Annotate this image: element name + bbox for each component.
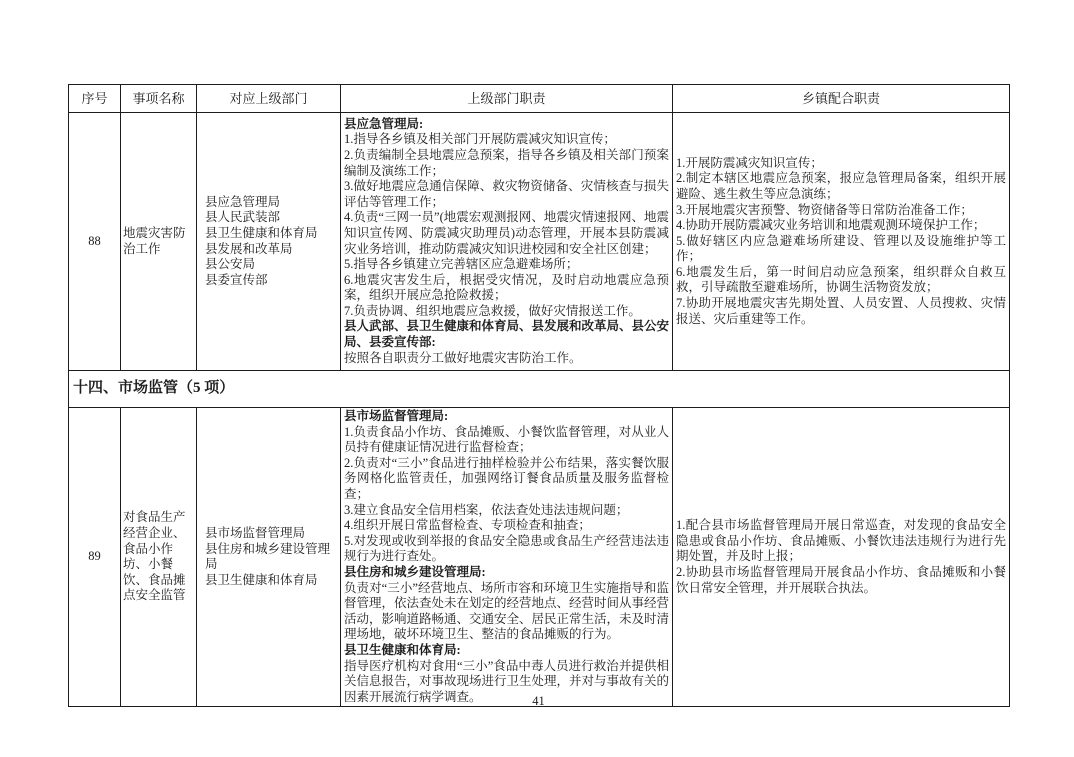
col-header-index: 序号	[69, 85, 121, 113]
township-duties-cell	[673, 408, 1010, 707]
township-duties-cell	[673, 113, 1010, 371]
row-index-cell: 88	[69, 113, 121, 371]
table-row	[69, 113, 1010, 371]
duty-table	[68, 84, 1010, 707]
text-line: 2.协助县市场监督管理局开展食品小作坊、食品摊贩和小餐饮日常安全管理，并开展联合执法。	[676, 564, 1006, 595]
col-header-item-name: 事项名称	[121, 85, 197, 113]
text-line: 县委宣传部	[205, 272, 268, 287]
text-line: 5.做好辖区内应急避难场所建设、管理以及设施维护等工作；	[676, 233, 1006, 264]
text-line: 县卫生健康和体育局	[205, 225, 318, 240]
text-line: 7.协助开展地震灾害先期处置、人员安置、人员搜救、灾情报送、灾后重建等工作。	[676, 296, 1006, 326]
text-line: 1.配合县市场监督管理局开展日常巡查，对发现的食品安全隐患或食品小作坊、食品摊贩、小餐饮违法违规行为进行先期处置，并及时上报；	[676, 518, 1006, 564]
text-line: 按照各自职责分工做好地震灾害防治工作。	[344, 350, 582, 365]
table-header-row	[69, 85, 1010, 113]
section-row	[69, 371, 1010, 408]
departments-cell	[197, 408, 341, 707]
text-line: 县卫生健康和体育局	[205, 572, 318, 587]
col-header-township-duties: 乡镇配合职责	[673, 85, 1010, 113]
text-line: 县人武部、县卫生健康和体育局、县发展和改革局、县公安局、县委宣传部:	[344, 319, 670, 350]
text-line: 1.负责食品小作坊、食品摊贩、小餐饮监督管理，对从业人员持有健康证情况进行监督检查；	[344, 424, 669, 455]
text-line: 指导医疗机构对食用“三小”食品中毒人员进行救治并提供相关信息报告，对事故现场进行卫生处理，并对与事故有关的因素开展流行病学调查。	[344, 658, 670, 704]
text-line: 县人民武装部	[205, 210, 281, 225]
superior-duties-cell	[341, 408, 673, 707]
row-index-cell: 89	[69, 408, 121, 707]
text-line: 2.制定本辖区地震应急预案，报应急管理局备案，组织开展避险、逃生救生等应急演练；	[676, 171, 1006, 201]
item-name-cell: 对食品生产经营企业、食品小作坊、小餐饮、食品摊点安全监管	[121, 408, 197, 707]
text-line: 7.负责协调、组织地震应急救援，做好灾情报送工作。	[344, 303, 641, 318]
text-line: 县发展和改革局	[205, 241, 293, 256]
text-line: 县卫生健康和体育局:	[344, 642, 461, 657]
text-line: 4.组织开展日常监督检查、专项检查和抽查；	[344, 518, 591, 533]
text-line: 3.开展地震灾害预警、物资储备等日常防治准备工作；	[676, 202, 973, 217]
text-line: 3.做好地震应急通信保障、救灾物资储备、灾情核查与损失评估等管理工作；	[344, 179, 669, 209]
text-line: 1.指导各乡镇及相关部门开展防震减灾知识宣传；	[344, 132, 616, 147]
text-line: 县市场监督管理局:	[344, 409, 449, 423]
text-line: 4.协助开展防震减灾业务培训和地震观测环境保护工作；	[676, 218, 986, 233]
text-line: 负责对“三小”经营地点、场所市容和环境卫生实施指导和监督管理，依法查处未在划定的经营地点、经营时间从事经营活动，影响道路畅通、交通安全、居民正常生活，未及时清理场地，破坏环境卫生、整洁的食品摊贩的行为。	[344, 580, 670, 642]
text-line: 2.负责对“三小”食品进行抽样检验并公布结果，落实餐饮服务网格化监管责任，加强网络订餐食品质量及服务监督检查；	[344, 455, 669, 501]
text-line: 6.地震灾害发生后，根据受灾情况，及时启动地震应急预案，组织开展应急抢险救援；	[344, 272, 669, 303]
text-line: 2.负责编制全县地震应急预案，指导各乡镇及相关部门预案编制及演练工作；	[344, 147, 669, 178]
item-name-cell: 地震灾害防治工作	[121, 113, 197, 371]
text-line: 县公安局	[205, 257, 256, 272]
text-line: 县应急管理局	[205, 194, 281, 209]
departments-cell	[197, 113, 341, 371]
text-line: 1.开展防震减灾知识宣传；	[676, 155, 823, 170]
col-header-superior-duties: 上级部门职责	[341, 85, 673, 113]
text-line: 县市场监督管理局	[205, 525, 306, 540]
section-title: 十四、市场监管（5 项）	[69, 371, 1010, 408]
text-line: 3.建立食品安全信用档案，依法查处违法违规问题；	[344, 502, 629, 517]
text-line: 5.指导各乡镇建立完善辖区应急避难场所；	[344, 257, 579, 272]
text-line: 4.负责“三网一员”(地震宏观测报网、地震灾情速报网、地震知识宣传网、防震减灾助理员)动态管理，开展本县防震减灾业务培训，推动防震减灾知识进校园和安全社区创建；	[344, 210, 669, 256]
text-line: 5.对发现或收到举报的食品安全隐患或食品生产经营违法违规行为进行查处。	[344, 533, 669, 564]
text-line: 县住房和城乡建设管理局:	[344, 564, 486, 579]
col-header-superior-department: 对应上级部门	[197, 85, 341, 113]
text-line: 县应急管理局:	[344, 116, 424, 131]
page-number: 41	[532, 694, 545, 708]
text-line: 县住房和城乡建设管理局	[205, 541, 331, 572]
superior-duties-cell	[341, 113, 673, 371]
text-line: 6.地震发生后，第一时间启动应急预案，组织群众自救互救，引导疏散至避难场所，协调生活物资发放；	[676, 264, 1006, 295]
table-row	[69, 408, 1010, 707]
